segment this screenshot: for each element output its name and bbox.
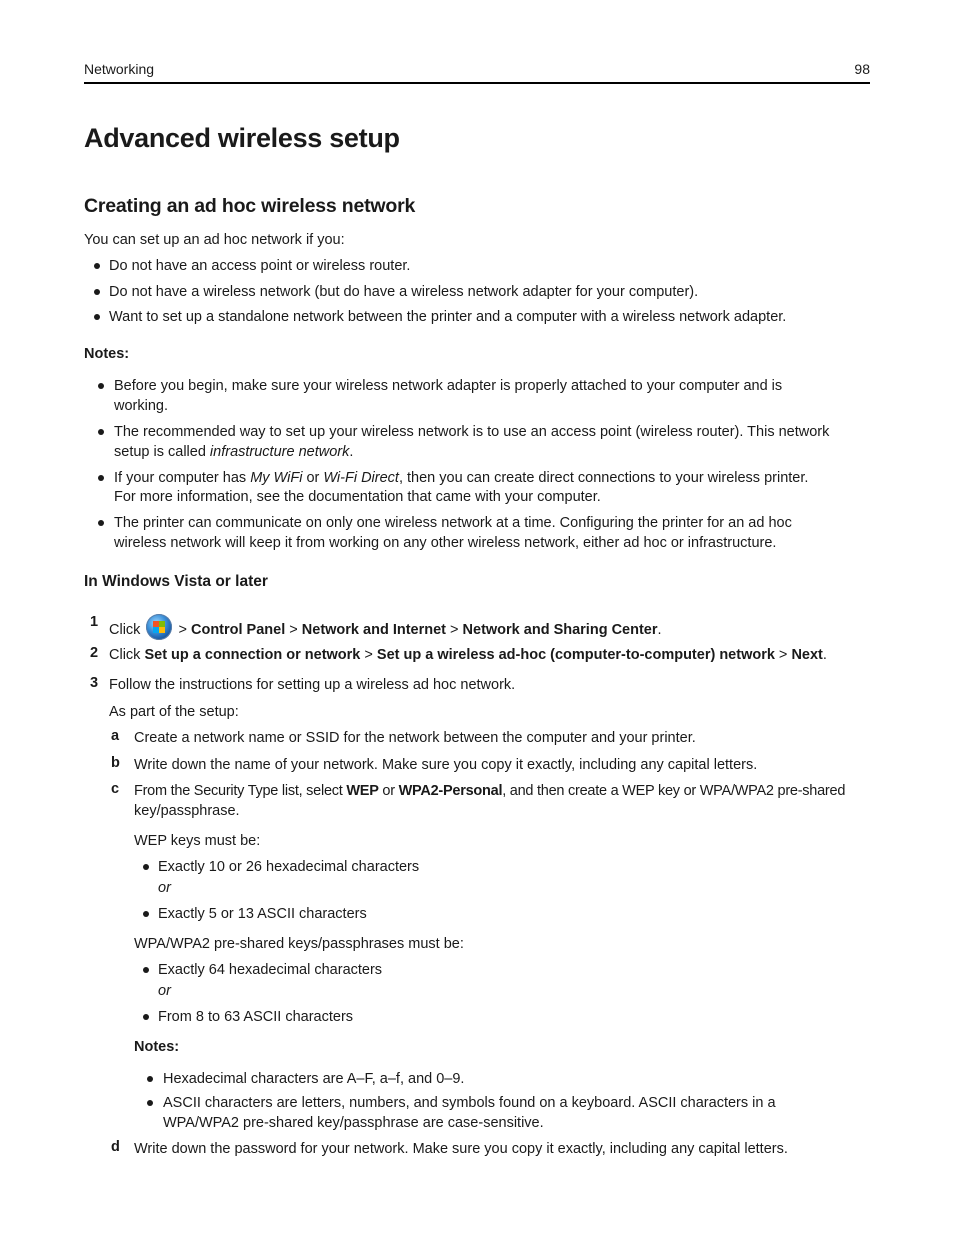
note-line: Before you begin, make sure your wireless network adapter is properly attached to your computer and is [114, 378, 783, 394]
bullet-dot [143, 911, 149, 917]
step-2 [109, 645, 827, 665]
list-item: Hexadecimal characters are A–F, a–f, and 0–9. [163, 1071, 465, 1087]
note-text: If your computer has [114, 470, 251, 486]
page-title: Advanced wireless setup [84, 123, 400, 153]
step-text: > [360, 647, 377, 663]
note-emphasis: Wi‑Fi Direct [323, 470, 399, 486]
list-item: From 8 to 63 ASCII characters [158, 1009, 354, 1025]
list-item: Want to set up a standalone network between the printer and a computer with a wireless network adapter. [109, 309, 787, 325]
list-item: Do not have a wireless network (but do have a wireless network adapter for your computer). [109, 284, 699, 300]
step-1 [109, 614, 662, 640]
wep-label: WEP keys must be: [134, 833, 261, 849]
step-text: . [822, 647, 827, 663]
step-text: > [446, 622, 463, 638]
bullet-dot [98, 475, 104, 481]
list-item: WPA/WPA2 pre-shared key/passphrase are case-sensitive. [163, 1115, 544, 1131]
list-item: Exactly 5 or 13 ASCII characters [158, 906, 367, 922]
intro-text: You can set up an ad hoc network if you: [84, 232, 345, 248]
note-text: , then you can create direct connections to your wireless printer. [398, 470, 809, 486]
bullet-dot [147, 1100, 153, 1106]
bullet-dot [94, 314, 100, 320]
bullet-dot [143, 1014, 149, 1020]
notes-label: Notes: [84, 346, 130, 362]
substep-letter: c [111, 781, 120, 797]
substep-d: Write down the password for your network. Make sure you copy it exactly, including any capital letters. [134, 1141, 788, 1157]
substep-c-line2: key/passphrase. [134, 803, 240, 819]
step-3-setup: As part of the setup: [109, 704, 239, 720]
step-bold: Network and Internet [301, 622, 446, 638]
note-emphasis: My WiFi [250, 470, 303, 486]
or-text: or [158, 983, 171, 999]
substep-a: Create a network name or SSID for the network between the computer and your printer. [134, 730, 696, 746]
substep-text: From the Security Type list, select [134, 783, 347, 799]
bullet-dot [94, 263, 100, 269]
substep-letter: a [111, 728, 120, 744]
note-line: The recommended way to set up your wireless network is to use an access point (wireless router). This network [114, 424, 830, 440]
note-line: working. [114, 398, 168, 414]
bullet-dot [143, 967, 149, 973]
list-item: Exactly 10 or 26 hexadecimal characters [158, 859, 420, 875]
step-bold: Set up a wireless ad-hoc (computer-to-computer) network [376, 647, 775, 663]
header-page-number: 98 [854, 61, 870, 77]
note-emphasis: infrastructure network [209, 444, 350, 460]
page-header [84, 60, 870, 84]
section-title: Creating an ad hoc wireless network [84, 195, 416, 217]
windows-heading: In Windows Vista or later [84, 573, 268, 590]
list-item: Exactly 64 hexadecimal characters [158, 962, 383, 978]
bullet-dot [98, 429, 104, 435]
step-text: > [774, 647, 792, 663]
step-text: Click [109, 622, 141, 638]
bullet-dot [98, 520, 104, 526]
step-text: Click [109, 647, 145, 663]
step-3: Follow the instructions for setting up a wireless ad hoc network. [109, 677, 516, 693]
step-bold: Set up a connection or network [144, 647, 361, 663]
step-bold: Next [791, 647, 823, 663]
list-item: Do not have an access point or wireless router. [109, 258, 411, 274]
bullet-dot [94, 289, 100, 295]
bullet-dot [143, 864, 149, 870]
step-text: > [174, 622, 191, 638]
step-number: 1 [90, 614, 99, 630]
step-bold: Network and Sharing Center [462, 622, 658, 638]
note-text: setup is called [114, 444, 210, 460]
substep-letter: d [111, 1139, 120, 1155]
header-section: Networking [84, 61, 155, 77]
substep-b: Write down the name of your network. Make sure you copy it exactly, including any capital letters. [134, 757, 758, 773]
substep-letter: b [111, 755, 120, 771]
note-line: The printer can communicate on only one wireless network at a time. Configuring the printer for an ad hoc [114, 515, 792, 531]
substep-bold: WEP [346, 783, 379, 799]
substep-bold: WPA2-Personal [398, 783, 503, 799]
windows-start-orb-icon [146, 614, 172, 640]
substep-c [134, 781, 845, 801]
step-text: . [657, 622, 662, 638]
notes-label: Notes: [134, 1039, 180, 1055]
note-line: wireless network will keep it from working on any other wireless network, either ad hoc or infrastructure. [114, 535, 777, 551]
step-number: 2 [90, 645, 99, 661]
step-text: > [285, 622, 302, 638]
note-line [114, 442, 353, 462]
bullet-dot [147, 1076, 153, 1082]
or-text: or [158, 880, 171, 896]
bullet-dot [98, 383, 104, 389]
step-number: 3 [90, 675, 99, 691]
step-bold: Control Panel [190, 622, 286, 638]
substep-text: , and then create a WEP key or WPA/WPA2 pre-shared [502, 783, 846, 799]
substep-text: or [378, 783, 399, 799]
list-item: ASCII characters are letters, numbers, and symbols found on a keyboard. ASCII characters in a [163, 1095, 776, 1111]
note-text: . [349, 444, 354, 460]
note-line [114, 468, 808, 488]
note-text: or [302, 470, 324, 486]
wpa-label: WPA/WPA2 pre-shared keys/passphrases must be: [134, 936, 464, 952]
note-line: For more information, see the documentation that came with your computer. [114, 489, 601, 505]
